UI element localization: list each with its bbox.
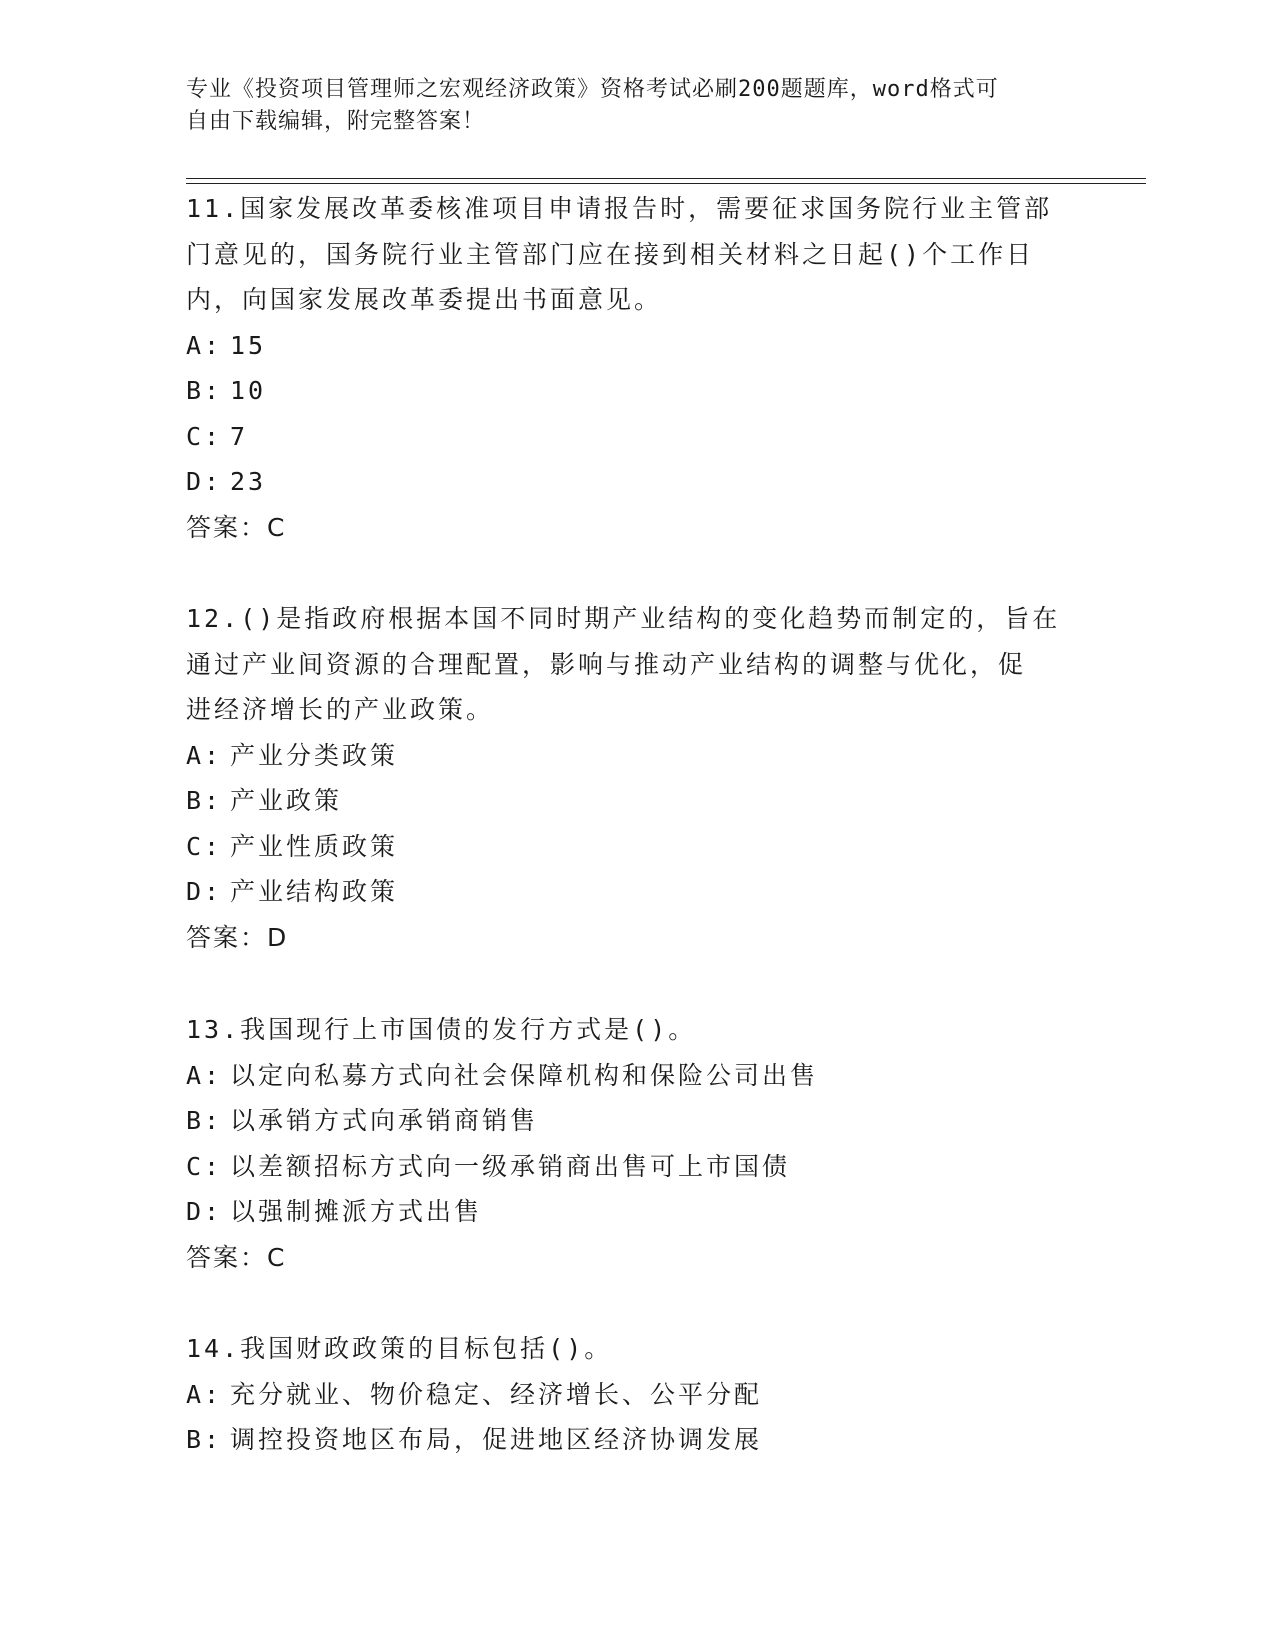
option-text: 10	[230, 376, 267, 405]
option-label: B:	[186, 1425, 223, 1454]
question-11	[186, 186, 1076, 550]
question-13	[186, 1007, 1076, 1280]
option-d	[186, 869, 1076, 915]
option-a	[186, 323, 1076, 369]
option-text: 23	[230, 467, 267, 496]
option-d	[186, 459, 1076, 505]
header-divider-bottom	[186, 183, 1146, 184]
question-stem-line: 12.()是指政府根据本国不同时期产业结构的变化趋势而制定的，旨在	[186, 604, 1061, 633]
header-line-2: 自由下载编辑，附完整答案！	[186, 109, 486, 134]
question-stem-line: 11.国家发展改革委核准项目申请报告时，需要征求国务院行业主管部	[186, 194, 1053, 223]
question-12	[186, 596, 1076, 960]
option-label: C:	[186, 421, 223, 451]
option-label: C:	[186, 1151, 223, 1181]
document-header	[186, 74, 1066, 138]
option-text: 15	[230, 330, 267, 360]
answer-line: 答案：C	[186, 1242, 287, 1272]
option-a	[186, 1053, 1076, 1099]
option-c	[186, 1144, 1076, 1190]
option-c	[186, 414, 1076, 460]
option-b	[186, 778, 1076, 824]
option-label: B:	[186, 786, 223, 815]
option-label: B:	[186, 376, 223, 405]
option-label: D:	[186, 1197, 223, 1226]
option-label: D:	[186, 467, 223, 496]
question-stem-line: 通过产业间资源的合理配置，影响与推动产业结构的调整与优化，促	[186, 649, 1027, 679]
option-label: A:	[186, 1060, 223, 1090]
option-text: 产业性质政策	[230, 831, 399, 861]
answer-line: 答案：C	[186, 512, 287, 542]
option-text: 产业分类政策	[230, 740, 399, 770]
question-stem-line: 14.我国财政政策的目标包括()。	[186, 1334, 613, 1363]
option-d	[186, 1189, 1076, 1235]
option-b	[186, 1098, 1076, 1144]
option-label: B:	[186, 1106, 223, 1135]
question-number: 12.	[186, 604, 241, 633]
question-14	[186, 1326, 1076, 1463]
header-line-1: 专业《投资项目管理师之宏观经济政策》资格考试必刷200题题库，word格式可	[186, 77, 999, 102]
option-label: A:	[186, 740, 223, 770]
question-stem-line: 门意见的，国务院行业主管部门应在接到相关材料之日起()个工作日	[186, 239, 1035, 269]
option-text: 以强制摊派方式出售	[230, 1197, 483, 1226]
option-label: A:	[186, 330, 223, 360]
option-label: C:	[186, 831, 223, 861]
option-label: D:	[186, 877, 223, 906]
option-a	[186, 1372, 1076, 1418]
option-text: 以差额招标方式向一级承销商出售可上市国债	[230, 1151, 791, 1181]
option-a	[186, 733, 1076, 779]
question-number: 11.	[186, 194, 241, 223]
question-number: 14.	[186, 1334, 241, 1363]
question-number: 13.	[186, 1015, 241, 1044]
option-c	[186, 824, 1076, 870]
option-text: 以承销方式向承销商销售	[230, 1106, 539, 1135]
option-text: 以定向私募方式向社会保障机构和保险公司出售	[230, 1060, 819, 1090]
answer-line: 答案：D	[186, 922, 289, 952]
option-text: 充分就业、物价稳定、经济增长、公平分配	[230, 1379, 763, 1409]
option-b	[186, 1417, 1076, 1463]
option-text: 调控投资地区布局，促进地区经济协调发展	[230, 1425, 763, 1454]
question-stem-line: 13.我国现行上市国债的发行方式是()。	[186, 1015, 697, 1044]
option-text: 7	[230, 421, 249, 451]
header-divider-top	[186, 178, 1146, 179]
question-stem-line: 进经济增长的产业政策。	[186, 695, 495, 724]
option-text: 产业结构政策	[230, 877, 399, 906]
option-text: 产业政策	[230, 786, 343, 815]
option-b	[186, 368, 1076, 414]
option-label: A:	[186, 1379, 223, 1409]
question-stem-line: 内，向国家发展改革委提出书面意见。	[186, 285, 663, 314]
